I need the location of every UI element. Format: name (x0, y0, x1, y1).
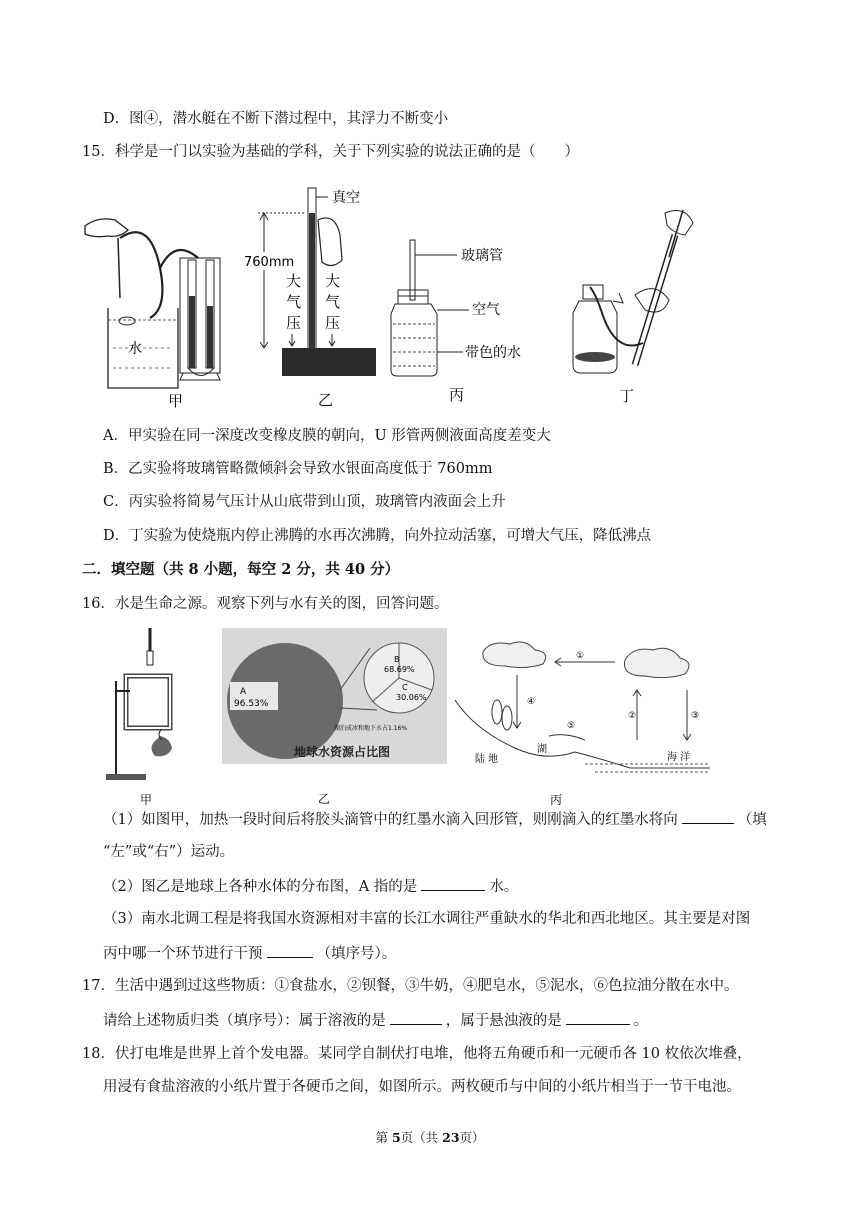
q15-ding-caption: 丁 (619, 387, 635, 405)
q16-stem: 16．水是生命之源。观察下列与水有关的图，回答问题。 (82, 596, 449, 612)
q16-bing-ocean-label: 海 洋 (667, 752, 691, 763)
q15-yi-vacuum-label: 真空 (332, 190, 360, 206)
q15-figure-jia (80, 208, 230, 413)
q16-figure-yi (222, 628, 447, 811)
q16-sub3-line2: 丙中哪一个环节进行干预 （填序号）。 (103, 943, 396, 964)
q15-yi-pressure-left-3: 压 (286, 314, 302, 332)
q17-suspension-blank[interactable] (566, 1010, 630, 1025)
q16-yi-c-value: 30.06% (396, 693, 427, 702)
q16-sub3-line1: （3）南水北调工程是将我国水资源相对丰富的长江水调往严重缺水的华北和西北地区。其主要是对图 (103, 911, 751, 927)
q16-yi-c-label: C (402, 683, 408, 692)
q15-yi-pressure-right-1: 大 (325, 272, 341, 290)
q16-bing-mark-1: ① (576, 651, 585, 661)
q16-sub2: （2）图乙是地球上各种水体的分布图，A 指的是 水。 (103, 876, 518, 897)
q16-sub1-line1: （1）如图甲，加热一段时间后将胶头滴管中的红墨水滴入回形管，则刚滴入的红墨水将向 （填 (103, 809, 767, 830)
q15-figure-yi (240, 180, 390, 413)
q15-stem: 15．科学是一门以实验为基础的学科，关于下列实验的说法正确的是（ ） (82, 144, 579, 160)
q16-yi-a-label: A (240, 687, 247, 697)
page-number: 5 (391, 1130, 401, 1145)
q17-line2: 请给上述物质归类（填序号）：属于溶液的是 ，属于悬浊液的是 。 (103, 1010, 648, 1031)
q16-yi-b-value: 68.69% (384, 665, 415, 674)
q16-yi-a-value: 96.53% (234, 699, 269, 709)
q16-bing-mark-4: ④ (527, 697, 536, 707)
q15-yi-pressure-right-2: 气 (325, 293, 341, 311)
q16-bing-mark-5: ⑤ (567, 721, 576, 731)
q18-line2: 用浸有食盐溶液的小纸片置于各硬币之间，如图所示。两枚硬币与中间的小纸片相当于一节干电池。 (103, 1079, 741, 1095)
q15-option-b: B．乙实验将玻璃管略微倾斜会导致水银面高度低于 760mm (103, 461, 493, 477)
section2-title: 二．填空题（共 8 小题，每空 2 分，共 40 分） (82, 561, 400, 578)
q15-yi-caption: 乙 (318, 391, 334, 409)
q16-sub1-blank[interactable] (682, 809, 734, 824)
q15-option-d: D．丁实验为使烧瓶内停止沸腾的水再次沸腾，向外拉动活塞，可增大气压，降低沸点 (103, 528, 652, 544)
q15-yi-pressure-right-3: 压 (325, 314, 341, 332)
q16-sub3-blank[interactable] (267, 943, 313, 958)
q16-bing-lake-label: 湖 (537, 744, 547, 755)
q17-line1: 17．生活中遇到过这些物质：①食盐水，②钡餐，③牛奶，④肥皂水，⑤泥水，⑥色拉油分散在水中。 (82, 978, 739, 994)
q16-sub1-line2: “左”或“右”）运动。 (103, 844, 235, 860)
q15-jia-caption: 甲 (168, 392, 184, 410)
q16-yi-b-label: B (394, 655, 400, 664)
q16-yi-note: 湖泊成冰和地下水占1.16% (334, 725, 408, 732)
q15-figure-bing (385, 238, 525, 413)
q16-figure-jia (100, 626, 200, 811)
q16-yi-caption: 乙 (318, 792, 331, 806)
q16-bing-mark-2: ② (628, 711, 637, 721)
q15-bing-caption: 丙 (449, 386, 465, 404)
q15-yi-pressure-left-2: 气 (286, 293, 302, 311)
q16-figure-bing (455, 640, 710, 811)
q15-option-a: A．甲实验在同一深度改变橡皮膜的朝向，U 形管两侧液面高度差变大 (103, 428, 551, 444)
q18-line1: 18．伏打电堆是世界上首个发电器。某同学自制伏打电堆，他将五角硬币和一元硬币各 10 枚依次堆叠， (82, 1046, 752, 1062)
q16-bing-caption: 丙 (550, 793, 563, 807)
q15-jia-water-label: 水 (128, 341, 142, 357)
q14-option-d: D．图④，潜水艇在不断下潜过程中，其浮力不断变小 (103, 111, 449, 127)
q15-figure-ding (565, 205, 705, 410)
q16-bing-land-label: 陆 地 (475, 754, 499, 765)
q15-option-c: C．丙实验将简易气压计从山底带到山顶，玻璃管内液面会上升 (103, 494, 506, 510)
q15-yi-height-label: 760mm (244, 255, 295, 270)
page-total: 23 (442, 1130, 460, 1145)
q16-jia-caption: 甲 (140, 793, 153, 807)
q15-bing-tube-label: 玻璃管 (461, 248, 503, 264)
q15-bing-air-label: 空气 (472, 302, 500, 318)
q16-bing-mark-3: ③ (691, 711, 700, 721)
q16-yi-title: 地球水资源占比图 (294, 745, 391, 759)
q15-yi-pressure-left-1: 大 (286, 272, 302, 290)
page-footer: 第 5页（共 23页） (375, 1130, 485, 1145)
q15-bing-water-label: 带色的水 (465, 345, 521, 361)
q16-sub2-blank[interactable] (421, 876, 485, 891)
q17-solution-blank[interactable] (390, 1010, 442, 1025)
